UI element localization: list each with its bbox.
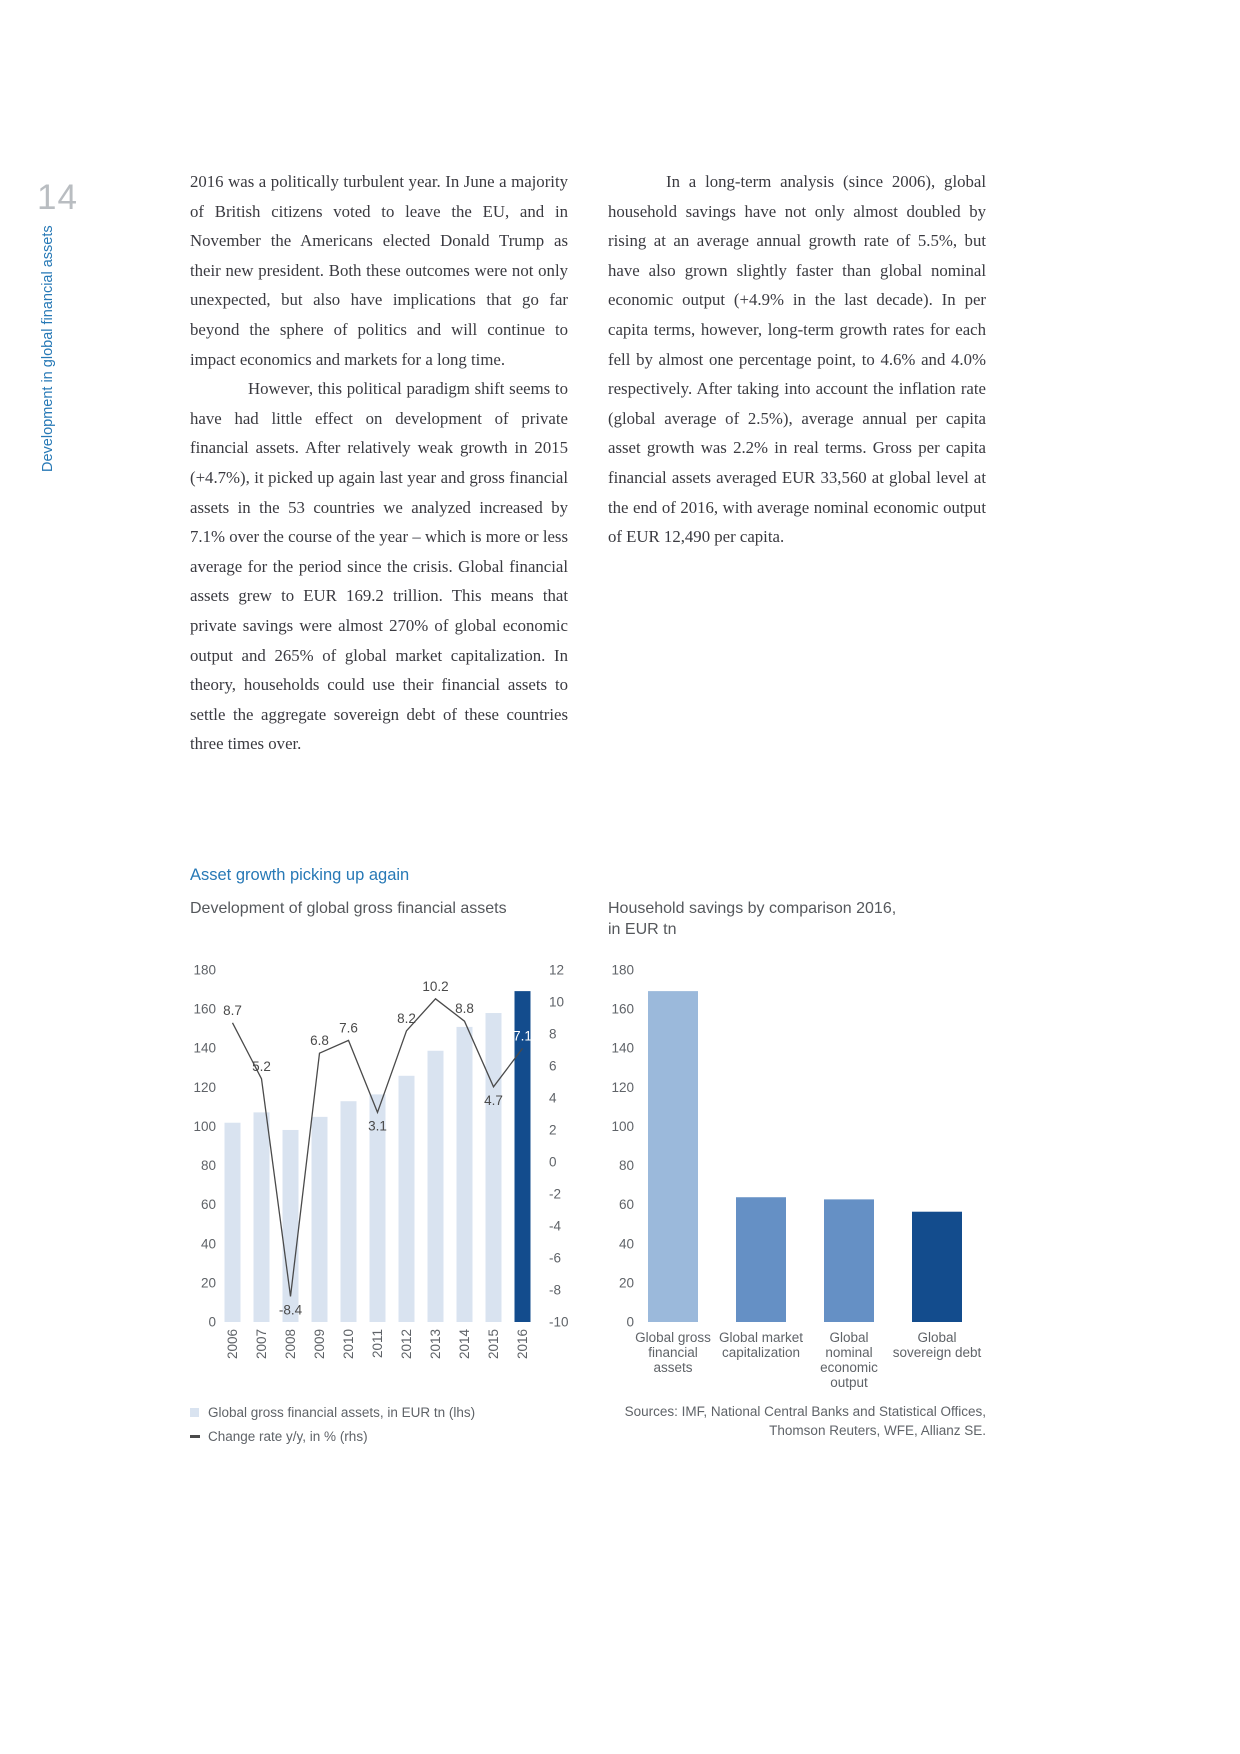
category-label: sovereign debt [892,1345,982,1360]
change-rate-label: 8.7 [223,1002,242,1018]
category-label: Global market [718,1330,804,1345]
left-axis-tick-label: 140 [193,1040,216,1056]
section-heading: Asset growth picking up again [190,866,410,884]
line-series-marker [190,1435,200,1438]
chart-title-right [608,898,896,940]
chart-title-left: Development of global gross financial assets [190,900,507,917]
sources-note [608,1402,986,1440]
sources-line2: Thomson Reuters, WFE, Allianz SE. [769,1423,986,1438]
category-label: capitalization [721,1345,801,1360]
left-axis-tick-label: 160 [611,1001,634,1017]
left-axis-tick-label: 160 [193,1001,216,1017]
comparison-bar [824,1199,874,1322]
right-axis-tick-label: 0 [549,1154,557,1170]
bar-series-marker [190,1408,199,1417]
x-axis-year-label: 2009 [312,1329,327,1360]
body-column-right [608,167,986,552]
legend-label: Global gross financial assets, in EUR tn (lhs) [208,1404,476,1420]
x-axis-year-label: 2013 [428,1329,443,1360]
right-axis-tick-label: -4 [549,1218,562,1234]
change-rate-label: 7.6 [339,1020,358,1036]
change-rate-label: 8.2 [397,1010,416,1026]
right-axis-tick-label: 12 [549,962,565,978]
change-rate-label: 5.2 [252,1058,271,1074]
left-axis-tick-label: 180 [611,962,634,978]
bar-2012 [399,1076,415,1322]
change-rate-label: 7.1 [513,1028,532,1044]
right-axis-tick-label: 10 [549,994,565,1010]
left-axis-tick-label: 80 [618,1158,634,1174]
change-rate-label: 10.2 [422,978,449,994]
left-axis-tick-label: 180 [193,962,216,978]
right-axis-tick-label: 6 [549,1058,557,1074]
change-rate-label: 8.8 [455,1001,474,1017]
left-axis-tick-label: 20 [618,1275,634,1291]
left-axis-tick-label: 140 [611,1040,634,1056]
chart-legend [190,1400,475,1448]
category-label: output [830,1375,868,1390]
bar-2015 [486,1013,502,1322]
category-label: Global gross [635,1330,711,1345]
change-rate-label: 4.7 [484,1092,503,1108]
chapter-sidebar-label: Development in global financial assets [40,225,56,472]
comparison-bar [912,1212,962,1322]
right-axis-tick-label: -2 [549,1186,562,1202]
bar-2014 [457,1027,473,1322]
left-axis-tick-label: 120 [193,1079,216,1095]
left-axis-tick-label: 120 [611,1079,634,1095]
x-axis-year-label: 2016 [515,1329,530,1360]
comparison-bar [736,1197,786,1322]
x-axis-year-label: 2014 [457,1329,472,1360]
category-label: assets [653,1360,693,1375]
comparison-bar [648,991,698,1322]
category-label: financial [648,1345,698,1360]
chart-development-global-assets [188,956,573,1376]
legend-item-bars [190,1400,475,1424]
x-axis-year-label: 2015 [486,1329,501,1360]
sources-line1: Sources: IMF, National Central Banks and Statistical Offices, [624,1404,986,1419]
change-rate-label: 3.1 [368,1118,387,1134]
left-axis-tick-label: 100 [193,1118,216,1134]
bar-2010 [341,1101,357,1322]
left-axis-tick-label: 60 [618,1197,634,1213]
body-column-left [190,167,568,759]
chart-household-savings-comparison [606,956,991,1416]
category-label: nominal [825,1345,873,1360]
left-axis-tick-label: 40 [200,1236,216,1252]
category-label: Global [829,1330,869,1345]
category-label: economic [820,1360,878,1375]
bar-2007 [254,1112,270,1322]
x-axis-year-label: 2012 [399,1329,414,1360]
bar-2013 [428,1051,444,1322]
x-axis-year-label: 2008 [283,1329,298,1360]
chart-title-right-line2: in EUR tn [608,921,677,938]
left-axis-tick-label: 0 [626,1314,634,1330]
change-rate-label: -8.4 [278,1302,303,1318]
right-axis-tick-label: -8 [549,1282,562,1298]
chart-title-right-line1: Household savings by comparison 2016, [608,900,897,917]
right-axis-tick-label: -10 [549,1314,569,1330]
right-axis-tick-label: -6 [549,1250,562,1266]
legend-item-line [190,1424,475,1448]
x-axis-year-label: 2011 [370,1329,385,1359]
left-axis-tick-label: 60 [200,1197,216,1213]
paragraph: In a long-term analysis (since 2006), global household savings have not only almost doubled by rising at an average annual growth rate of 5.5%, but have also grown slightly faster than global nominal economic output (+4.9% in the last decade). In per capita terms, however, long-term growth rates for each fell by almost one percentage point, to 4.6% and 4.0% respectively. After taking into account the inflation rate (global average of 2.5%), average annual per capita asset growth was 2.2% in real terms. Gross per capita financial assets averaged EUR 33,560 at global level at the end of 2016, with average nominal economic output of EUR 12,490 per capita. [608,172,986,547]
left-axis-tick-label: 80 [200,1158,216,1174]
x-axis-year-label: 2010 [341,1329,356,1360]
change-rate-label: 6.8 [310,1033,329,1049]
x-axis-year-label: 2007 [254,1329,269,1360]
left-axis-tick-label: 0 [208,1314,216,1330]
legend-label: Change rate y/y, in % (rhs) [208,1428,368,1444]
left-axis-tick-label: 20 [200,1275,216,1291]
bar-2009 [312,1117,328,1322]
left-axis-tick-label: 40 [618,1236,634,1252]
paragraph: However, this political paradigm shift seems to have had little effect on development of private financial assets. After relatively weak growth in 2015 (+4.7%), it picked up again last year and gross financial assets in the 53 countries we analyzed increased by 7.1% over the course of the year – which is more or less average for the period since the crisis. Global financial assets grew to EUR 169.2 trillion. This means that private savings were almost 270% of global economic output and 265% of global market capitalization. In theory, households could use their financial assets to settle the aggregate sovereign debt of these countries three times over. [190,379,568,754]
right-axis-tick-label: 8 [549,1026,557,1042]
x-axis-year-label: 2006 [225,1329,240,1360]
paragraph: 2016 was a politically turbulent year. In June a majority of British citizens voted to leave the EU, and in November the Americans elected Donald Trump as their new president. Both these outcomes were not only unexpected, but also have implications that go far beyond the sphere of politics and will continue to impact economics and markets for a long time. [190,172,568,369]
right-axis-tick-label: 4 [549,1090,557,1106]
left-axis-tick-label: 100 [611,1118,634,1134]
bar-2006 [225,1123,241,1322]
page-number: 14 [37,178,78,217]
right-axis-tick-label: 2 [549,1122,557,1138]
category-label: Global [917,1330,957,1345]
